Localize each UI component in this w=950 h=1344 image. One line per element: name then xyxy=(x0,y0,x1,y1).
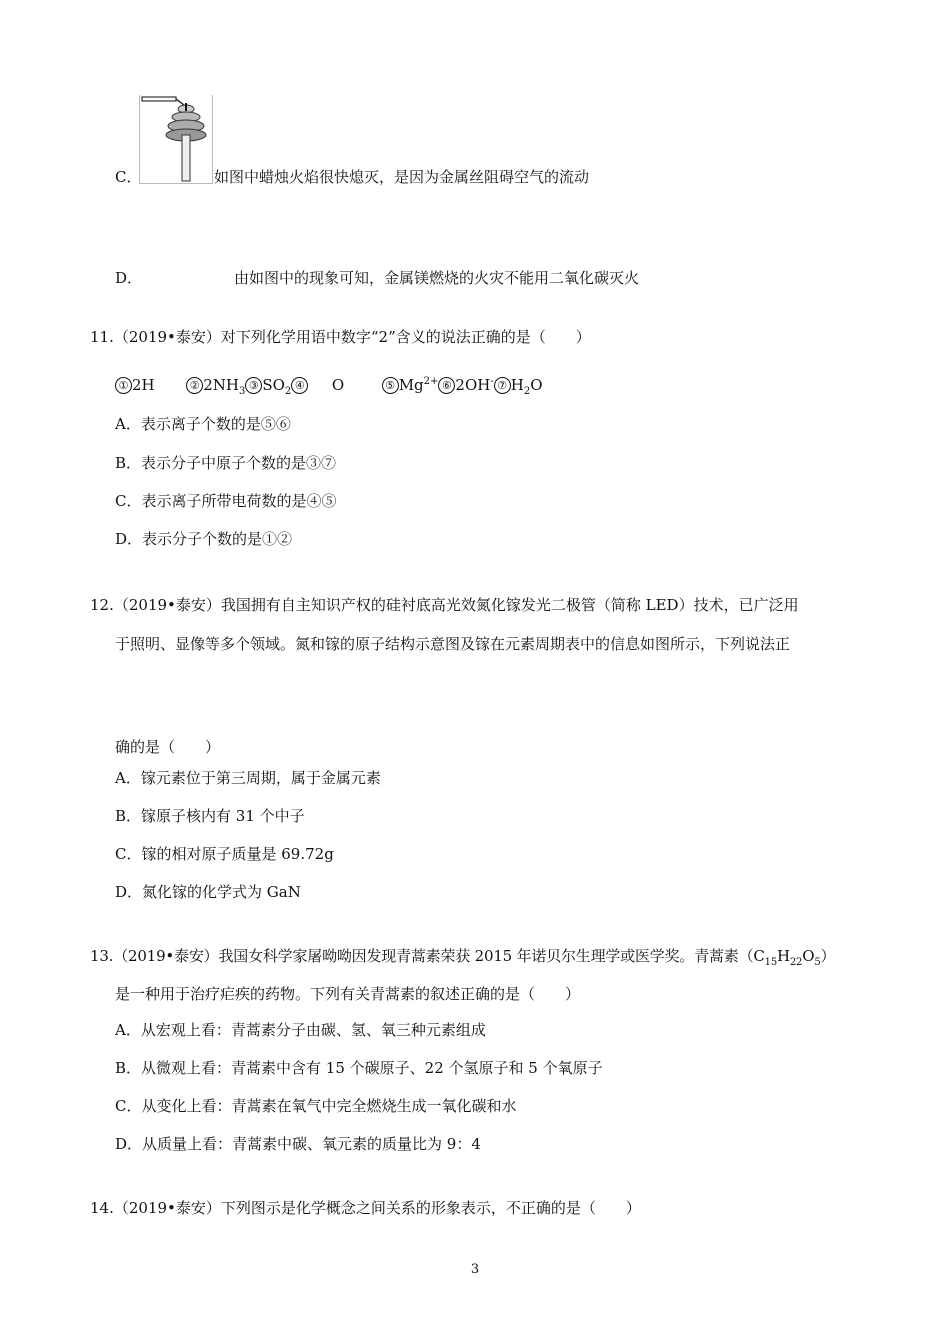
q12-stem-line3: 确的是（ ） xyxy=(115,738,221,756)
q13-option-c: C．从变化上看：青蒿素在氧气中完全燃烧生成一氧化碳和水 xyxy=(115,1097,517,1115)
subscript: 5 xyxy=(814,957,821,968)
notation: H xyxy=(510,376,524,394)
q12-option-c: C．镓的相对原子质量是 69.72g xyxy=(115,845,334,863)
circled-number: ① xyxy=(115,377,132,394)
superscript: - xyxy=(490,376,494,387)
circled-number: ② xyxy=(186,377,203,394)
option-label: C． xyxy=(115,168,142,186)
circled-number: ④ xyxy=(291,377,308,394)
q13-stem-line2: 是一种用于治疗疟疾的药物。下列有关青蒿素的叙述正确的是（ ） xyxy=(115,985,581,1003)
element-symbol: H xyxy=(777,947,790,965)
superscript: 2+ xyxy=(423,376,439,387)
q10-option-d-text: 由如图中的现象可知，金属镁燃烧的火灾不能用二氧化碳灭火 xyxy=(234,269,640,287)
q10-option-c xyxy=(115,167,141,187)
candle-wire-figure xyxy=(139,95,213,184)
notation: SO xyxy=(262,376,285,394)
q12-option-d: D．氮化镓的化学式为 GaN xyxy=(115,883,301,901)
element-symbol: O xyxy=(802,947,815,965)
q13-option-a: A．从宏观上看：青蒿素分子由碳、氢、氧三种元素组成 xyxy=(115,1021,486,1039)
q13-option-b: B．从微观上看：青蒿素中含有 15 个碳原子、22 个氢原子和 5 个氧原子 xyxy=(115,1059,603,1077)
circled-number: ③ xyxy=(245,377,262,394)
q12-stem-line1: 12.（2019•泰安）我国拥有自主知识产权的硅衬底高光效氮化镓发光二极管（简称 LED）技术，已广泛用 xyxy=(90,596,799,614)
q10-option-c-text: 如图中蜡烛火焰很快熄灭，是因为金属丝阻碍空气的流动 xyxy=(214,168,590,186)
subscript: 22 xyxy=(789,957,803,968)
page-number: 3 xyxy=(470,1262,480,1277)
q11-stem: 11.（2019•泰安）对下列化学用语中数字“2”含义的说法正确的是（ ） xyxy=(90,328,591,346)
q13-option-d: D．从质量上看：青蒿素中碳、氧元素的质量比为 9：4 xyxy=(115,1135,481,1153)
q10-option-d-label: D． xyxy=(115,269,143,287)
q11-option-a: A．表示离子个数的是⑤⑥ xyxy=(115,415,291,433)
notation: O xyxy=(530,376,543,394)
circled-number: ⑦ xyxy=(494,377,511,394)
subscript: 2 xyxy=(523,386,531,397)
q12-option-b: B．镓原子核内有 31 个中子 xyxy=(115,807,305,825)
q12-option-a: A．镓元素位于第三周期，属于金属元素 xyxy=(115,769,381,787)
stem-text: ） xyxy=(820,947,836,965)
q11-option-c: C．表示离子所带电荷数的是④⑤ xyxy=(115,492,337,510)
q11-option-d: D．表示分子个数的是①② xyxy=(115,530,293,548)
subscript: 3 xyxy=(238,386,246,397)
notation: 2H xyxy=(132,376,155,394)
subscript: 15 xyxy=(764,957,777,968)
notation: O xyxy=(331,376,345,394)
q11-option-b: B．表示分子中原子个数的是③⑦ xyxy=(115,454,337,472)
subscript: 2 xyxy=(284,386,292,397)
candle-coil-illustration xyxy=(140,95,212,183)
q12-stem-line2: 于照明、显像等多个领域。氮和镓的原子结构示意图及镓在元素周期表中的信息如图所示，下列说法正 xyxy=(115,635,791,653)
q11-chemical-notations xyxy=(115,375,543,395)
circled-number: ⑥ xyxy=(438,377,455,394)
q13-stem-line1 xyxy=(90,946,835,966)
circled-number: ⑤ xyxy=(382,377,399,394)
notation: 2OH xyxy=(455,376,491,394)
notation: Mg xyxy=(398,376,424,394)
stem-text: 13.（2019•泰安）我国女科学家屠呦呦因发现青蒿素荣获 2015 年诺贝尔生理学或医学奖。青蒿素（C xyxy=(90,947,765,965)
notation: 2NH xyxy=(203,376,239,394)
q14-stem: 14.（2019•泰安）下列图示是化学概念之间关系的形象表示，不正确的是（ ） xyxy=(90,1199,641,1217)
